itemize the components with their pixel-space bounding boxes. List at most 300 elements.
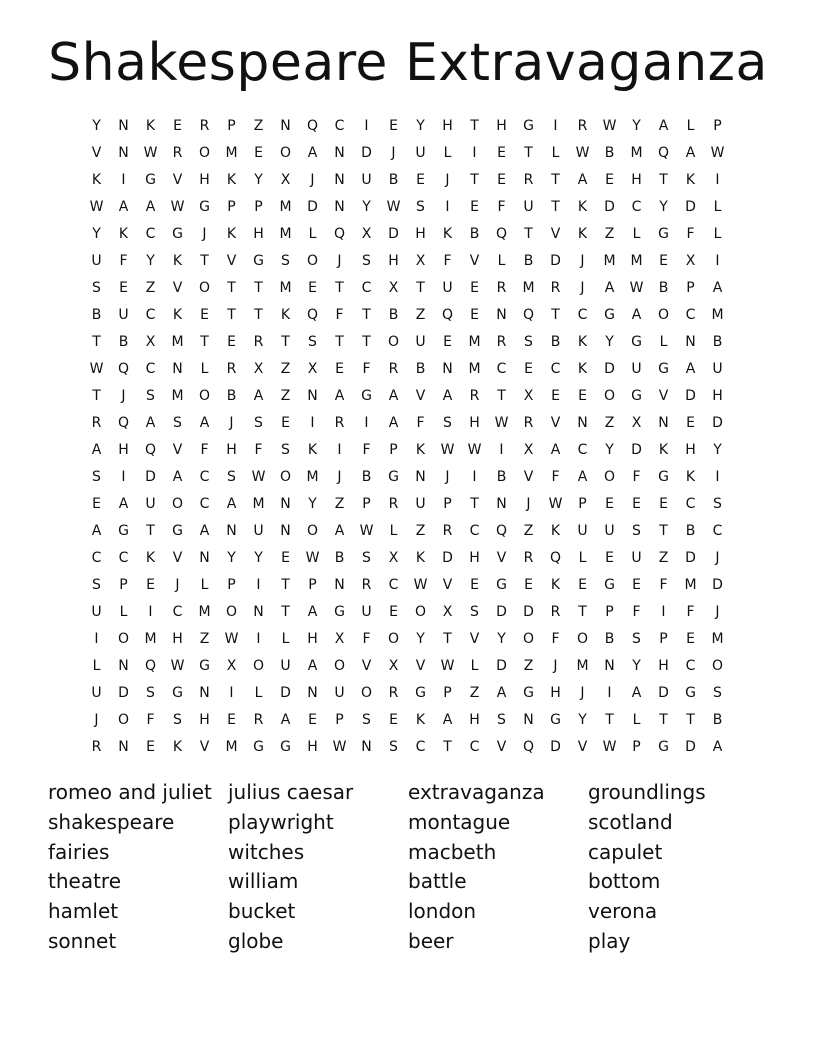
grid-letter: U bbox=[712, 361, 723, 377]
grid-letter: J bbox=[391, 145, 396, 161]
grid-letter: B bbox=[334, 550, 345, 566]
grid-letter: Y bbox=[632, 118, 641, 134]
grid-letter: D bbox=[712, 577, 723, 593]
grid-letter: N bbox=[118, 739, 129, 755]
grid-letter: Z bbox=[253, 118, 264, 134]
grid-letter: N bbox=[280, 118, 291, 134]
grid-letter: E bbox=[632, 496, 641, 512]
grid-letter: L bbox=[686, 118, 695, 134]
grid-letter: D bbox=[496, 658, 507, 674]
grid-letter: X bbox=[334, 631, 345, 647]
grid-letter: E bbox=[308, 280, 317, 296]
word-list-item: theatre bbox=[48, 869, 122, 894]
grid-letter: M bbox=[225, 739, 238, 755]
grid-letter: T bbox=[470, 118, 479, 134]
grid-letter: R bbox=[523, 550, 534, 566]
grid-letter: T bbox=[254, 307, 263, 323]
grid-letter: J bbox=[715, 604, 720, 620]
grid-letter: V bbox=[199, 739, 210, 755]
grid-letter: X bbox=[415, 253, 426, 269]
grid-letter: D bbox=[685, 388, 696, 404]
grid-letter: X bbox=[361, 226, 372, 242]
grid-letter: H bbox=[226, 442, 237, 458]
grid-letter: U bbox=[604, 523, 615, 539]
grid-letter: K bbox=[550, 523, 561, 539]
grid-letter: E bbox=[659, 496, 668, 512]
grid-letter: W bbox=[143, 145, 158, 161]
grid-letter: F bbox=[443, 253, 452, 269]
grid-letter: I bbox=[310, 415, 315, 431]
grid-letter: L bbox=[578, 550, 587, 566]
grid-row bbox=[83, 194, 733, 221]
grid-letter: O bbox=[225, 604, 238, 620]
grid-letter: S bbox=[92, 577, 101, 593]
grid-letter: R bbox=[577, 118, 588, 134]
grid-letter: J bbox=[580, 685, 585, 701]
grid-letter: Z bbox=[523, 523, 534, 539]
grid-letter: D bbox=[442, 550, 453, 566]
grid-letter: F bbox=[119, 253, 128, 269]
grid-letter: B bbox=[523, 253, 534, 269]
grid-letter: L bbox=[200, 361, 209, 377]
grid-letter: F bbox=[551, 469, 560, 485]
grid-letter: K bbox=[118, 226, 129, 242]
grid-letter: X bbox=[388, 550, 399, 566]
grid-letter: U bbox=[523, 199, 534, 215]
grid-letter: S bbox=[227, 469, 236, 485]
grid-letter: I bbox=[364, 118, 369, 134]
grid-letter: B bbox=[361, 469, 372, 485]
grid-letter: O bbox=[387, 631, 400, 647]
grid-letter: V bbox=[658, 388, 669, 404]
grid-letter: O bbox=[414, 604, 427, 620]
grid-letter: T bbox=[92, 334, 101, 350]
grid-letter: G bbox=[523, 685, 534, 701]
grid-letter: Q bbox=[657, 145, 670, 161]
grid-letter: V bbox=[496, 739, 507, 755]
grid-letter: A bbox=[253, 388, 264, 404]
letter-grid bbox=[83, 113, 733, 761]
grid-letter: R bbox=[388, 361, 399, 377]
grid-letter: Z bbox=[280, 388, 291, 404]
grid-letter: G bbox=[253, 253, 264, 269]
grid-row bbox=[83, 491, 733, 518]
grid-letter: G bbox=[361, 388, 372, 404]
grid-letter: W bbox=[602, 118, 617, 134]
grid-letter: N bbox=[199, 550, 210, 566]
grid-letter: R bbox=[388, 496, 399, 512]
grid-letter: F bbox=[659, 577, 668, 593]
grid-letter: J bbox=[310, 172, 315, 188]
grid-letter: N bbox=[334, 172, 345, 188]
grid-letter: H bbox=[199, 172, 210, 188]
grid-letter: N bbox=[523, 712, 534, 728]
grid-letter: U bbox=[253, 523, 264, 539]
grid-letter: B bbox=[469, 226, 480, 242]
grid-letter: A bbox=[577, 172, 588, 188]
grid-letter: P bbox=[578, 496, 587, 512]
grid-letter: E bbox=[497, 172, 506, 188]
grid-letter: I bbox=[121, 469, 126, 485]
grid-letter: I bbox=[715, 253, 720, 269]
grid-letter: P bbox=[254, 199, 263, 215]
grid-letter: A bbox=[91, 442, 102, 458]
grid-letter: C bbox=[199, 469, 210, 485]
grid-letter: O bbox=[306, 523, 319, 539]
grid-letter: N bbox=[280, 496, 291, 512]
grid-row bbox=[83, 680, 733, 707]
grid-letter: Y bbox=[713, 442, 722, 458]
grid-letter: J bbox=[202, 226, 207, 242]
grid-letter: J bbox=[526, 496, 531, 512]
grid-letter: F bbox=[362, 631, 371, 647]
grid-letter: A bbox=[334, 523, 345, 539]
grid-letter: M bbox=[198, 604, 211, 620]
grid-letter: N bbox=[334, 577, 345, 593]
word-list-item: extravaganza bbox=[408, 780, 545, 804]
grid-letter: F bbox=[254, 442, 263, 458]
grid-letter: X bbox=[307, 361, 318, 377]
word-list-item: montague bbox=[408, 809, 511, 834]
grid-letter: L bbox=[497, 253, 506, 269]
grid-letter: G bbox=[415, 685, 426, 701]
grid-letter: F bbox=[551, 631, 560, 647]
grid-letter: P bbox=[308, 577, 317, 593]
grid-letter: X bbox=[523, 442, 534, 458]
grid-letter: O bbox=[522, 631, 535, 647]
grid-letter: V bbox=[550, 415, 561, 431]
grid-letter: A bbox=[199, 523, 210, 539]
grid-letter: N bbox=[658, 415, 669, 431]
grid-letter: E bbox=[470, 199, 479, 215]
grid-letter: L bbox=[632, 712, 641, 728]
grid-letter: V bbox=[415, 658, 426, 674]
grid-letter: G bbox=[172, 226, 183, 242]
grid-letter: H bbox=[415, 226, 426, 242]
grid-letter: S bbox=[146, 685, 155, 701]
grid-letter: T bbox=[659, 172, 668, 188]
grid-letter: G bbox=[550, 712, 561, 728]
grid-letter: V bbox=[577, 739, 588, 755]
grid-letter: C bbox=[577, 442, 588, 458]
grid-letter: D bbox=[523, 604, 534, 620]
grid-letter: N bbox=[577, 415, 588, 431]
grid-letter: T bbox=[146, 523, 155, 539]
grid-letter: A bbox=[442, 388, 453, 404]
grid-letter: S bbox=[362, 550, 371, 566]
grid-letter: K bbox=[172, 253, 183, 269]
grid-row bbox=[83, 221, 733, 248]
grid-letter: S bbox=[146, 388, 155, 404]
grid-letter: W bbox=[467, 442, 482, 458]
grid-letter: A bbox=[658, 118, 669, 134]
grid-letter: O bbox=[198, 280, 211, 296]
grid-letter: H bbox=[388, 253, 399, 269]
grid-letter: U bbox=[118, 307, 129, 323]
grid-letter: P bbox=[227, 118, 236, 134]
grid-letter: K bbox=[172, 307, 183, 323]
grid-letter: I bbox=[94, 631, 99, 647]
grid-letter: T bbox=[92, 388, 101, 404]
grid-letter: S bbox=[470, 604, 479, 620]
grid-letter: Z bbox=[604, 415, 615, 431]
grid-row bbox=[83, 302, 733, 329]
grid-letter: W bbox=[575, 145, 590, 161]
grid-letter: K bbox=[145, 550, 156, 566]
grid-letter: Y bbox=[308, 496, 317, 512]
grid-letter: W bbox=[170, 199, 185, 215]
grid-letter: T bbox=[200, 334, 209, 350]
grid-letter: B bbox=[118, 334, 129, 350]
grid-letter: Y bbox=[92, 118, 101, 134]
grid-letter: Z bbox=[199, 631, 210, 647]
grid-letter: R bbox=[226, 361, 237, 377]
grid-letter: S bbox=[713, 496, 722, 512]
grid-letter: S bbox=[281, 442, 290, 458]
grid-letter: G bbox=[631, 334, 642, 350]
grid-letter: D bbox=[604, 361, 615, 377]
grid-letter: A bbox=[685, 361, 696, 377]
grid-letter: G bbox=[334, 604, 345, 620]
grid-letter: B bbox=[91, 307, 102, 323]
word-list-item: scotland bbox=[588, 809, 673, 834]
grid-letter: M bbox=[468, 334, 481, 350]
grid-letter: V bbox=[172, 442, 183, 458]
grid-letter: V bbox=[523, 469, 534, 485]
grid-letter: G bbox=[523, 118, 534, 134]
grid-letter: U bbox=[415, 496, 426, 512]
grid-letter: C bbox=[469, 739, 480, 755]
grid-letter: I bbox=[607, 685, 612, 701]
grid-letter: W bbox=[386, 199, 401, 215]
grid-letter: X bbox=[388, 280, 399, 296]
grid-letter: T bbox=[227, 307, 236, 323]
grid-letter: D bbox=[145, 469, 156, 485]
grid-letter: W bbox=[224, 631, 239, 647]
grid-letter: Y bbox=[416, 118, 425, 134]
grid-row bbox=[83, 707, 733, 734]
grid-letter: T bbox=[281, 577, 290, 593]
grid-letter: E bbox=[281, 550, 290, 566]
grid-letter: E bbox=[389, 118, 398, 134]
grid-letter: B bbox=[685, 523, 696, 539]
grid-letter: K bbox=[91, 172, 102, 188]
grid-row bbox=[83, 734, 733, 761]
grid-letter: X bbox=[523, 388, 534, 404]
grid-letter: D bbox=[631, 442, 642, 458]
grid-letter: D bbox=[604, 199, 615, 215]
grid-letter: R bbox=[172, 145, 183, 161]
grid-letter: S bbox=[416, 199, 425, 215]
word-list-item: groundlings bbox=[588, 780, 706, 804]
grid-letter: V bbox=[550, 226, 561, 242]
grid-letter: K bbox=[685, 172, 696, 188]
grid-letter: C bbox=[631, 199, 642, 215]
grid-letter: W bbox=[89, 361, 104, 377]
grid-letter: S bbox=[497, 712, 506, 728]
word-column bbox=[228, 778, 408, 957]
grid-letter: Z bbox=[280, 361, 291, 377]
grid-letter: X bbox=[280, 172, 291, 188]
grid-letter: F bbox=[362, 361, 371, 377]
grid-letter: J bbox=[121, 388, 126, 404]
grid-letter: A bbox=[118, 199, 129, 215]
grid-letter: W bbox=[710, 145, 725, 161]
grid-letter: O bbox=[657, 307, 670, 323]
grid-letter: C bbox=[388, 577, 399, 593]
word-list-item: battle bbox=[408, 869, 467, 894]
grid-letter: R bbox=[442, 523, 453, 539]
word-list-item: beer bbox=[408, 928, 454, 953]
grid-letter: A bbox=[712, 280, 723, 296]
grid-letter: J bbox=[175, 577, 180, 593]
grid-letter: T bbox=[659, 712, 668, 728]
grid-letter: T bbox=[281, 334, 290, 350]
grid-letter: B bbox=[496, 469, 507, 485]
grid-letter: T bbox=[524, 226, 533, 242]
grid-letter: D bbox=[388, 226, 399, 242]
grid-letter: P bbox=[632, 739, 641, 755]
grid-letter: K bbox=[307, 442, 318, 458]
grid-letter: Y bbox=[605, 442, 614, 458]
grid-letter: E bbox=[173, 118, 182, 134]
grid-letter: A bbox=[442, 712, 453, 728]
grid-letter: C bbox=[415, 739, 426, 755]
grid-letter: B bbox=[712, 334, 723, 350]
grid-letter: K bbox=[226, 226, 237, 242]
grid-letter: S bbox=[443, 415, 452, 431]
grid-letter: N bbox=[118, 118, 129, 134]
grid-letter: C bbox=[361, 280, 372, 296]
grid-letter: P bbox=[605, 604, 614, 620]
grid-letter: H bbox=[712, 388, 723, 404]
grid-letter: M bbox=[171, 388, 184, 404]
word-list-item: william bbox=[228, 869, 299, 894]
grid-letter: C bbox=[712, 523, 723, 539]
grid-letter: E bbox=[659, 253, 668, 269]
grid-letter: I bbox=[229, 685, 234, 701]
grid-letter: L bbox=[632, 226, 641, 242]
grid-letter: P bbox=[227, 577, 236, 593]
puzzle-title: Shakespeare Extravaganza bbox=[48, 33, 768, 93]
grid-letter: T bbox=[551, 307, 560, 323]
grid-letter: G bbox=[658, 739, 669, 755]
word-list-item: hamlet bbox=[48, 899, 119, 924]
grid-letter: H bbox=[469, 712, 480, 728]
grid-letter: Y bbox=[659, 199, 668, 215]
grid-letter: L bbox=[713, 226, 722, 242]
grid-letter: R bbox=[523, 415, 534, 431]
grid-letter: K bbox=[577, 226, 588, 242]
grid-letter: I bbox=[472, 469, 477, 485]
grid-letter: T bbox=[227, 280, 236, 296]
grid-letter: W bbox=[440, 658, 455, 674]
grid-letter: C bbox=[145, 307, 156, 323]
grid-letter: I bbox=[256, 577, 261, 593]
grid-letter: T bbox=[470, 172, 479, 188]
grid-letter: O bbox=[279, 145, 292, 161]
grid-letter: M bbox=[684, 577, 697, 593]
grid-letter: R bbox=[523, 172, 534, 188]
grid-letter: C bbox=[685, 496, 696, 512]
grid-letter: T bbox=[497, 388, 506, 404]
grid-letter: F bbox=[362, 442, 371, 458]
grid-letter: E bbox=[578, 577, 587, 593]
grid-row bbox=[83, 599, 733, 626]
grid-letter: A bbox=[91, 523, 102, 539]
grid-letter: V bbox=[172, 550, 183, 566]
grid-letter: S bbox=[308, 334, 317, 350]
word-column bbox=[48, 778, 228, 957]
grid-letter: A bbox=[550, 442, 561, 458]
grid-letter: N bbox=[442, 361, 453, 377]
grid-letter: J bbox=[445, 469, 450, 485]
grid-letter: Y bbox=[578, 712, 587, 728]
grid-letter: V bbox=[415, 388, 426, 404]
grid-letter: R bbox=[496, 280, 507, 296]
grid-letter: D bbox=[550, 739, 561, 755]
grid-letter: Z bbox=[415, 307, 426, 323]
grid-letter: A bbox=[226, 496, 237, 512]
grid-letter: C bbox=[334, 118, 345, 134]
grid-letter: N bbox=[172, 361, 183, 377]
grid-letter: P bbox=[713, 118, 722, 134]
grid-letter: K bbox=[658, 442, 669, 458]
grid-letter: Y bbox=[416, 631, 425, 647]
grid-letter: J bbox=[229, 415, 234, 431]
grid-row bbox=[83, 140, 733, 167]
grid-letter: A bbox=[388, 388, 399, 404]
grid-letter: E bbox=[605, 496, 614, 512]
grid-letter: W bbox=[629, 280, 644, 296]
grid-letter: I bbox=[715, 469, 720, 485]
grid-letter: Q bbox=[117, 361, 130, 377]
grid-letter: H bbox=[496, 118, 507, 134]
grid-letter: Y bbox=[632, 658, 641, 674]
grid-letter: L bbox=[389, 523, 398, 539]
grid-letter: S bbox=[713, 685, 722, 701]
grid-letter: N bbox=[118, 145, 129, 161]
grid-letter: P bbox=[335, 712, 344, 728]
grid-letter: C bbox=[550, 361, 561, 377]
grid-letter: J bbox=[337, 469, 342, 485]
grid-letter: V bbox=[226, 253, 237, 269]
grid-letter: P bbox=[659, 631, 668, 647]
grid-letter: I bbox=[661, 604, 666, 620]
grid-letter: M bbox=[711, 631, 724, 647]
grid-letter: G bbox=[631, 388, 642, 404]
grid-letter: N bbox=[685, 334, 696, 350]
grid-letter: W bbox=[89, 199, 104, 215]
word-list-item: london bbox=[408, 899, 477, 924]
grid-letter: V bbox=[172, 280, 183, 296]
grid-letter: W bbox=[440, 442, 455, 458]
grid-letter: L bbox=[443, 145, 452, 161]
grid-letter: C bbox=[685, 658, 696, 674]
grid-letter: R bbox=[253, 712, 264, 728]
grid-letter: X bbox=[631, 415, 642, 431]
grid-letter: U bbox=[577, 523, 588, 539]
grid-letter: E bbox=[470, 307, 479, 323]
grid-letter: E bbox=[146, 739, 155, 755]
grid-letter: N bbox=[496, 307, 507, 323]
grid-letter: O bbox=[198, 388, 211, 404]
grid-letter: W bbox=[494, 415, 509, 431]
grid-letter: B bbox=[388, 307, 399, 323]
grid-letter: A bbox=[307, 145, 318, 161]
grid-letter: U bbox=[91, 253, 102, 269]
grid-letter: S bbox=[362, 712, 371, 728]
